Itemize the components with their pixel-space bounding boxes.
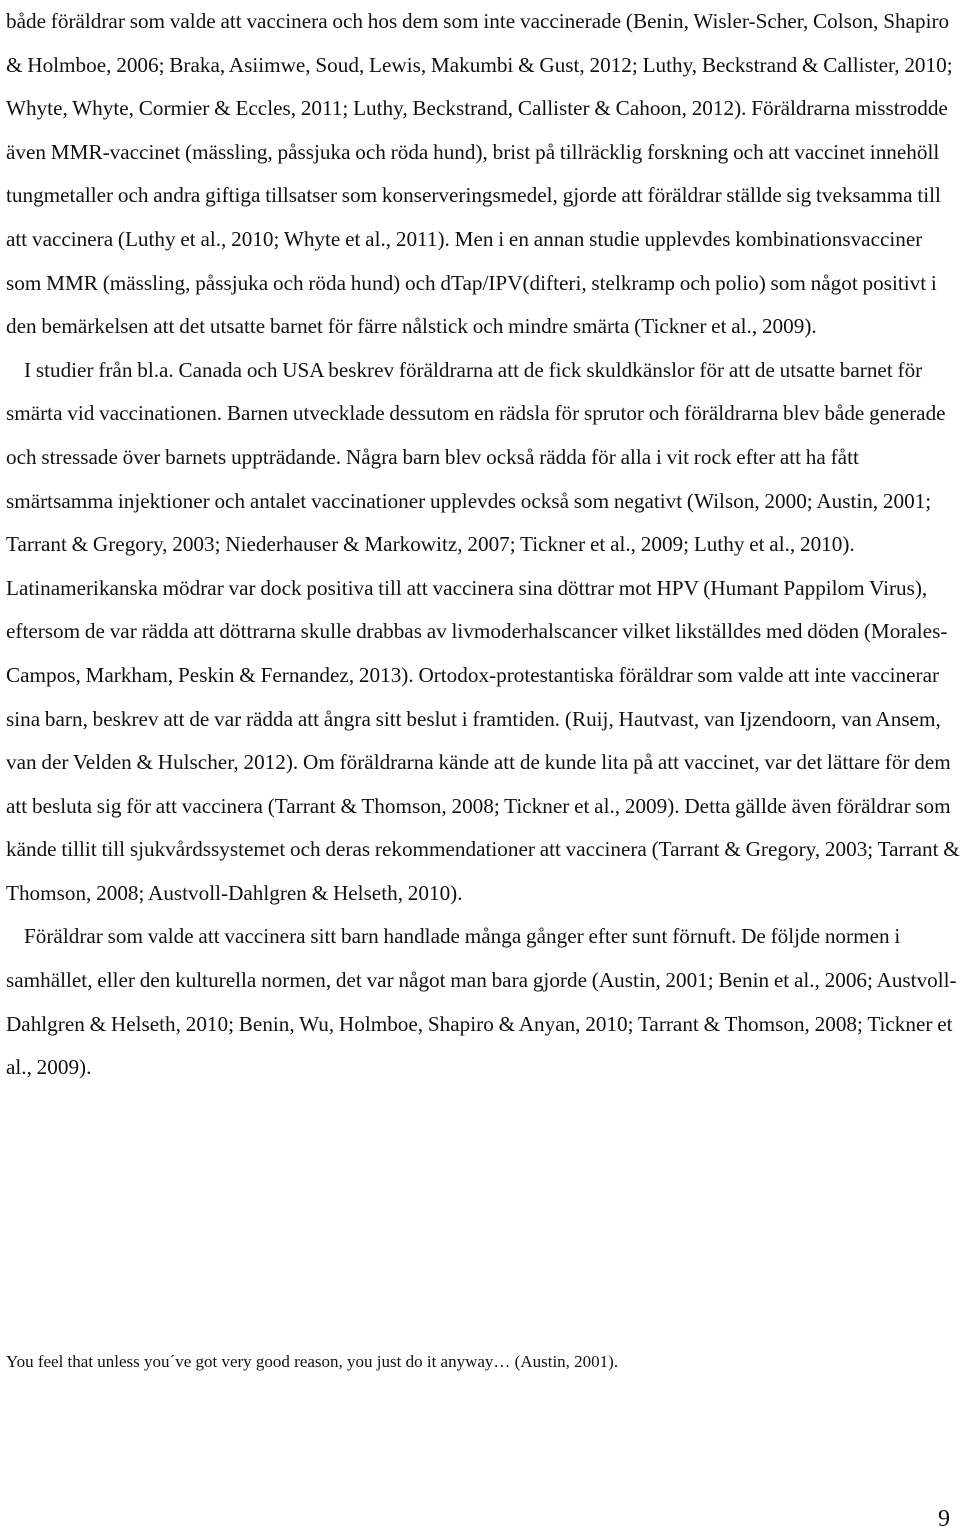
body-text [6,0,960,1090]
paragraph-studies: I studier från bl.a. Canada och USA beskrev föräldrarna att de fick skuldkänslor för att de utsatte barnet för smärta vid vaccinationen. Barnen utvecklade dessutom en rädsla för sprutor och föräldrarna blev både generade och stressade över barnets uppträdande. Några barn blev också rädda för alla i vit rock efter att ha fått smärtsamma injektioner och antalet vaccinationer upplevdes också som negativt (Wilson, 2000; Austin, 2001; Tarrant & Gregory, 2003; Niederhauser & Markowitz, 2007; Tickner et al., 2009; Luthy et al., 2010). Latinamerikanska mödrar var dock positiva till att vaccinera sina döttrar mot HPV (Humant Pappilom Virus), eftersom de var rädda att döttrarna skulle drabbas av livmoderhalscancer vilket likställdes med döden (Morales-Campos, Markham, Peskin & Fernandez, 2013). Ortodox-protestantiska föräldrar som valde att inte vaccinerar sina barn, beskrev att de var rädda att ångra sitt beslut i framtiden. (Ruij, Hautvast, van Ijzendoorn, van Ansem, van der Velden & Hulscher, 2012). Om föräldrarna kände att de kunde lita på att vaccinet, var det lättare för dem att besluta sig för att vaccinera (Tarrant & Thomson, 2008; Tickner et al., 2009). Detta gällde även föräldrar som kände tillit till sjukvårdssystemet och deras rekommendationer att vaccinera (Tarrant & Gregory, 2003; Tarrant & Thomson, 2008; Austvoll-Dahlgren & Helseth, 2010). [6,357,960,905]
paragraph-continuation: både föräldrar som valde att vaccinera och hos dem som inte vaccinerade (Benin, Wisler-Scher, Colson, Shapiro & Holmboe, 2006; Braka, Asiimwe, Soud, Lewis, Makumbi & Gust, 2012; Luthy, Beckstrand & Callister, 2010; Whyte, Whyte, Cormier & Eccles, 2011; Luthy, Beckstrand, Callister & Cahoon, 2012). Föräldrarna misstrodde även MMR-vaccinet (mässling, påssjuka och röda hund), brist på tillräcklig forskning och att vaccinet innehöll tungmetaller och andra giftiga tillsatser som konserveringsmedel, gjorde att föräldrar ställde sig tveksamma till att vaccinera (Luthy et al., 2010; Whyte et al., 2011). Men i en annan studie upplevdes kombinationsvacciner som MMR (mässling, påssjuka och röda hund) och dTap/IPV(difteri, stelkramp och polio) som något positivt i den bemärkelsen att det utsatte barnet för färre nålstick och mindre smärta (Tickner et al., 2009). [6,9,953,339]
paragraph-common-sense: Föräldrar som valde att vaccinera sitt barn handlade många gånger efter sunt förnuft. De följde normen i samhället, eller den kulturella normen, det var något man bara gjorde (Austin, 2001; Benin et al., 2006; Austvoll-Dahlgren & Helseth, 2010; Benin, Wu, Holmboe, Shapiro & Anyan, 2010; Tarrant & Thomson, 2008; Tickner et al., 2009). [6,924,957,1080]
quote: You feel that unless you´ve got very good reason, you just do it anyway… (Austin, 2001). [6,1352,619,1371]
page-number: 9 [938,1506,950,1532]
